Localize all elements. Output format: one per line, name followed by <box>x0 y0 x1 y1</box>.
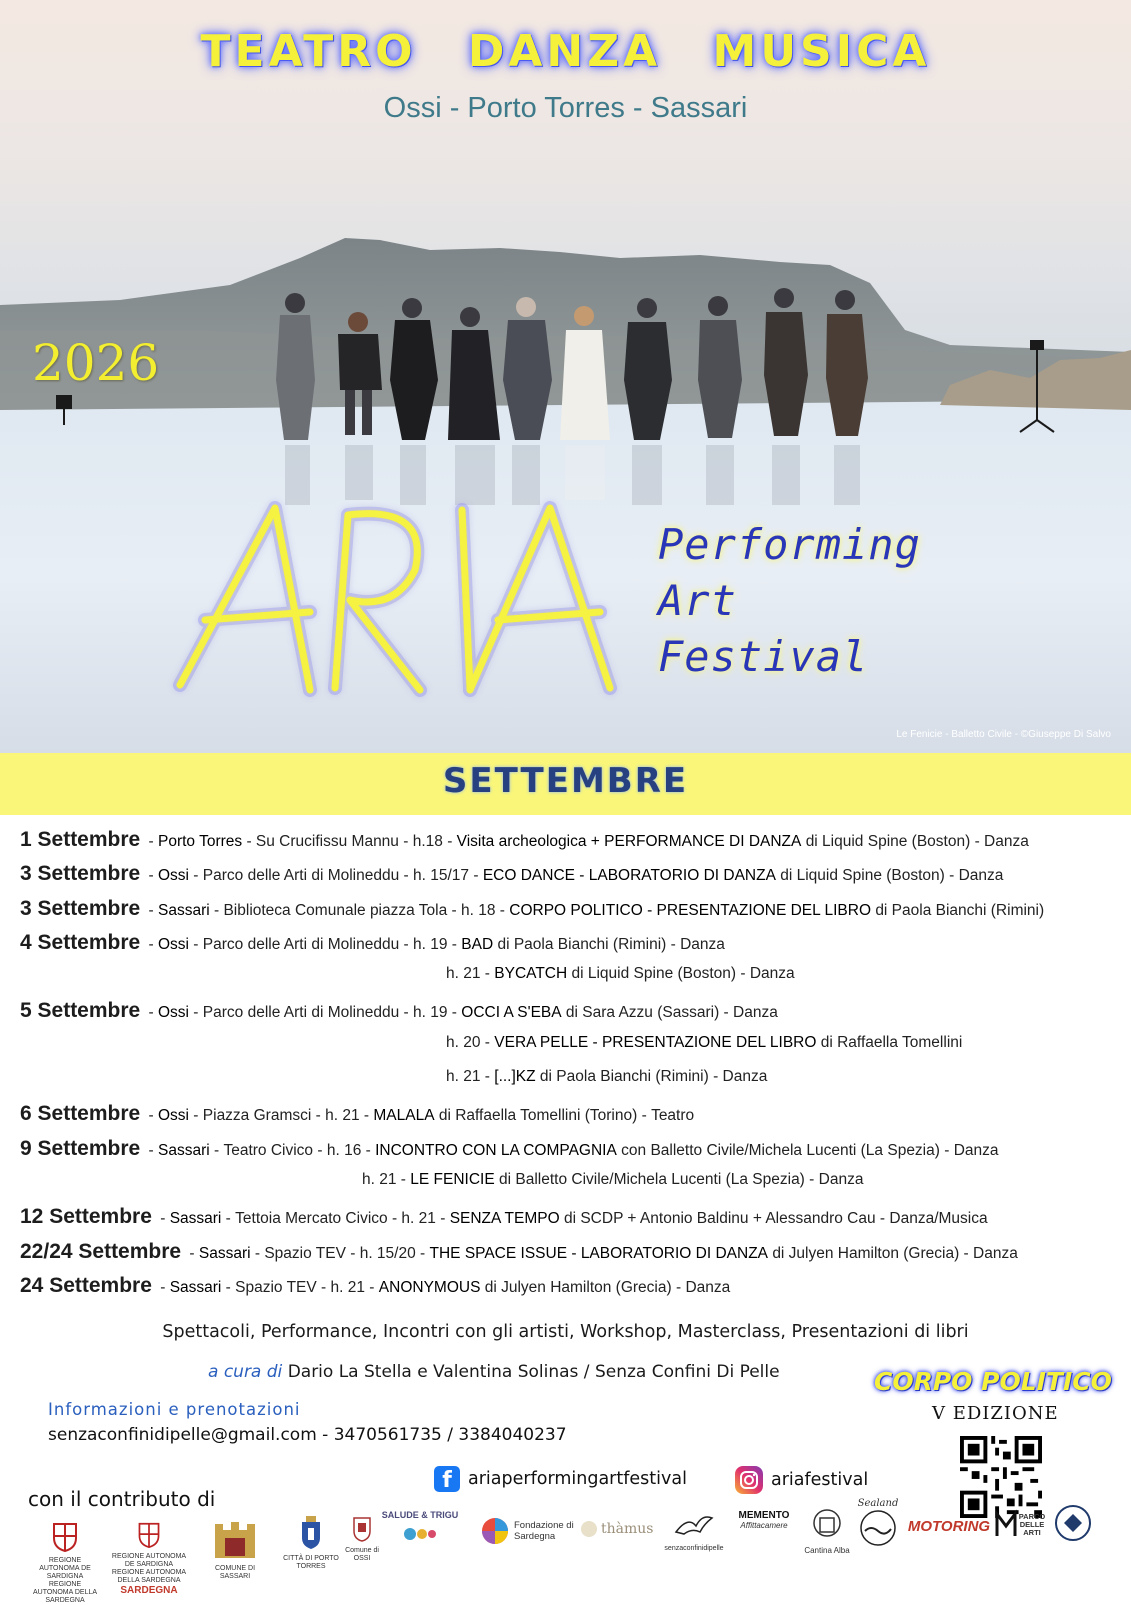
facebook-handle: ariaperformingartfestival <box>468 1469 687 1489</box>
tagline: Spettacoli, Performance, Incontri con gli artisti, Workshop, Masterclass, Presentazioni di libri <box>162 1322 969 1342</box>
event-place: Spazio TEV <box>264 1244 346 1262</box>
event-title: BAD <box>461 935 494 953</box>
event-row <box>20 965 1120 999</box>
event-row <box>20 1205 1120 1239</box>
event-time: h. 21 <box>446 965 481 983</box>
event-genre: Danza <box>973 1244 1018 1262</box>
event-genre: Danza/Musica <box>889 1210 988 1228</box>
event-place: Piazza Gramsci <box>202 1107 312 1125</box>
separator: - <box>666 935 681 953</box>
bird-icon <box>674 1512 714 1540</box>
event-title: BYCATCH <box>494 965 568 983</box>
separator: - <box>144 1004 158 1022</box>
event-date: 12 Settembre <box>20 1205 152 1229</box>
separator: - <box>719 1004 734 1022</box>
separator: - <box>359 1107 374 1125</box>
instagram-handle: ariafestival <box>771 1470 869 1490</box>
event-city: Sassari <box>158 1141 210 1159</box>
event-place: Parco delle Arti di Molineddu <box>202 935 400 953</box>
event-title: OCCI A S'EBA <box>461 1004 562 1022</box>
sardinia-coat-of-arms-icon <box>137 1522 161 1548</box>
separator: - <box>875 1210 890 1228</box>
thamus-circle-icon <box>580 1520 598 1538</box>
event-artist: di Julyen Hamilton (Grecia) <box>772 1244 960 1262</box>
separator: - <box>736 965 750 983</box>
separator: - <box>480 1033 495 1051</box>
month-band <box>0 753 1131 815</box>
ossi-crest-icon <box>353 1516 371 1542</box>
facebook-icon: f <box>434 1466 460 1492</box>
separator: - <box>708 1068 723 1086</box>
event-date: 4 Settembre <box>20 930 141 954</box>
event-row <box>20 999 1120 1033</box>
event-city: Ossi <box>158 1004 189 1022</box>
event-artist: di Balletto Civile/Michela Lucenti (La Spezia) <box>499 1170 805 1188</box>
event-city: Ossi <box>158 867 189 885</box>
event-genre: Danza <box>818 1170 864 1188</box>
separator: - <box>387 1210 402 1228</box>
event-date: 9 Settembre <box>20 1136 141 1160</box>
event-artist: con Balletto Civile/Michela Lucenti (La Spezia) <box>621 1141 940 1159</box>
sponsor-thamus: thàmus <box>580 1520 652 1538</box>
separator: - <box>939 1141 954 1159</box>
cantina-arch-icon <box>812 1508 842 1542</box>
event-artist: di Paola Bianchi (Rimini) <box>875 901 1045 919</box>
event-genre: Danza <box>958 867 1004 885</box>
dancer-reflections <box>285 445 860 505</box>
separator: - <box>144 901 158 919</box>
event-genre: Danza <box>749 965 795 983</box>
month-title: SETTEMBRE <box>442 761 689 801</box>
event-row <box>20 1240 1120 1274</box>
separator: - <box>155 1210 170 1228</box>
separator: - <box>637 1107 652 1125</box>
separator: - <box>415 1244 430 1262</box>
separator: - <box>155 1278 170 1296</box>
event-row <box>20 1034 1120 1068</box>
separator: - <box>313 1141 327 1159</box>
festival-label: Festival <box>658 632 869 681</box>
event-title: ANONYMOUS <box>378 1278 481 1296</box>
event-place: Tettoia Mercato Civico <box>235 1210 388 1228</box>
separator: - <box>144 833 158 850</box>
separator: - <box>399 867 414 885</box>
navy-circle-logo-icon <box>1054 1504 1092 1542</box>
separator: - <box>399 935 414 953</box>
separator: - <box>144 867 158 885</box>
festival-year: 2026 <box>32 334 160 392</box>
event-artist: di SCDP + Antonio Baldinu + Alessandro Cau <box>563 1210 876 1228</box>
event-place: Su Crucifissu Mannu <box>255 833 399 850</box>
event-time: h. 15/17 <box>413 867 470 885</box>
separator: - <box>447 935 462 953</box>
sponsor-circle-logo <box>1052 1504 1094 1547</box>
event-city: Sassari <box>169 1210 222 1228</box>
separator: - <box>361 1141 376 1159</box>
sponsor-fondazione-sardegna: Fondazione di Sardegna <box>480 1516 590 1546</box>
event-artist: di Liquid Spine (Boston) <box>571 965 737 983</box>
separator: - <box>447 1004 462 1022</box>
separator: - <box>365 1278 379 1296</box>
instagram-icon <box>735 1466 763 1494</box>
event-row <box>20 1171 1120 1205</box>
event-genre: Danza <box>722 1068 768 1086</box>
event-row <box>20 897 1120 931</box>
event-place: Teatro Civico <box>223 1141 314 1159</box>
event-row <box>20 1068 1120 1102</box>
separator: - <box>345 1244 360 1262</box>
sponsor-sealand: Sealand <box>856 1498 900 1552</box>
info-contact[interactable]: senzaconfinidipelle@gmail.com - 3470561735 / 3384040237 <box>48 1425 567 1445</box>
edition-label: V EDIZIONE <box>932 1403 1059 1424</box>
separator: - <box>495 901 510 919</box>
event-row <box>20 1102 1120 1136</box>
sponsor-porto-torres: CITTÀ DI PORTO TORRES <box>282 1516 340 1571</box>
event-artist: di Paola Bianchi (Rimini) <box>539 1068 709 1086</box>
event-place: Biblioteca Comunale piazza Tola <box>223 901 448 919</box>
separator: - <box>442 833 457 850</box>
photo-credit: Le Fenicie - Balletto Civile - ©Giuseppe Di Salvo <box>896 729 1111 740</box>
separator: - <box>970 833 985 850</box>
event-time: h. 19 <box>413 935 448 953</box>
separator: - <box>189 1004 203 1022</box>
event-row <box>20 862 1120 896</box>
event-title: VERA PELLE - PRESENTAZIONE DEL LIBRO <box>494 1033 817 1051</box>
separator: - <box>209 1141 224 1159</box>
sealand-wave-icon <box>859 1509 897 1547</box>
event-title: LE FENICIE <box>410 1170 495 1188</box>
sponsor-salude-trigu: SALUDE & TRIGU <box>380 1510 460 1553</box>
separator: - <box>250 1244 265 1262</box>
event-artist: di Raffaella Tomellini <box>820 1033 963 1051</box>
event-genre: Danza <box>680 935 725 953</box>
event-row <box>20 931 1120 965</box>
event-row <box>20 828 1120 862</box>
event-title: Visita archeologica + PERFORMANCE DI DANZA <box>456 833 802 850</box>
sponsor-memento: MEMENTO Affittacamere <box>738 1510 790 1530</box>
dancer-1 <box>276 293 315 440</box>
event-title: MALALA <box>373 1107 435 1125</box>
aria-logo <box>170 500 640 710</box>
sardegna-wordmark: SARDEGNA <box>120 1585 178 1596</box>
event-place: Spazio TEV <box>235 1278 317 1296</box>
event-city: Ossi <box>158 1107 189 1125</box>
event-genre: Teatro <box>651 1107 695 1125</box>
event-schedule <box>20 828 1120 1308</box>
event-artist: di Liquid Spine (Boston) <box>780 867 945 885</box>
performing-label: Performing <box>658 520 921 569</box>
event-time: h. 21 <box>401 1210 436 1228</box>
event-time: h.18 <box>412 833 443 850</box>
event-time: h. 18 <box>461 901 496 919</box>
event-title: THE SPACE ISSUE - LABORATORIO DI DANZA <box>429 1244 768 1262</box>
event-city: Sassari <box>158 901 210 919</box>
event-time: h. 20 <box>446 1033 481 1051</box>
event-date: 24 Settembre <box>20 1273 152 1297</box>
event-artist: di Raffaella Tomellini (Torino) <box>438 1107 638 1125</box>
event-artist: di Julyen Hamilton (Grecia) <box>484 1278 672 1296</box>
qr-code[interactable] <box>960 1436 1042 1518</box>
separator: - <box>435 1210 450 1228</box>
event-time: h. 15/20 <box>359 1244 416 1262</box>
separator: - <box>144 935 158 953</box>
sponsor-cantina-alba: Cantina Alba <box>802 1508 852 1555</box>
event-time: h. 21 <box>446 1068 481 1086</box>
event-date: 3 Settembre <box>20 896 141 920</box>
event-city: Porto Torres <box>158 833 243 850</box>
event-place: Parco delle Arti di Molineddu <box>202 867 400 885</box>
separator: - <box>804 1170 819 1188</box>
separator: - <box>221 1278 236 1296</box>
separator: - <box>399 1004 414 1022</box>
sponsor-motoring: MOTORING <box>907 1518 991 1535</box>
event-city: Sassari <box>198 1244 251 1262</box>
event-title: SENZA TEMPO <box>449 1210 560 1228</box>
separator: - <box>671 1278 686 1296</box>
event-genre: Danza <box>984 833 1029 850</box>
event-time: h. 21 <box>330 1278 365 1296</box>
flower-icon <box>400 1520 440 1548</box>
event-title: ECO DANCE - LABORATORIO DI DANZA <box>482 867 776 885</box>
event-time: h. 21 <box>325 1107 360 1125</box>
sponsor-senza-confini: senzaconfinidipelle <box>654 1512 734 1553</box>
event-genre: Danza <box>953 1141 999 1159</box>
event-genre: Danza <box>733 1004 778 1022</box>
event-date: 1 Settembre <box>20 828 141 851</box>
instagram-link[interactable] <box>735 1466 868 1494</box>
corpo-politico-logo: CORPO POLITICO <box>874 1367 1112 1396</box>
event-genre: Danza <box>685 1278 731 1296</box>
event-place: Parco delle Arti di Molineddu <box>202 1004 400 1022</box>
facebook-link[interactable] <box>434 1466 687 1492</box>
sponsor-parco-arti: PARCO DELLE ARTI <box>996 1512 1046 1538</box>
event-title: [...]KZ <box>494 1068 536 1086</box>
hero-photo <box>0 0 1131 753</box>
separator: - <box>480 965 495 983</box>
sponsor-comune-sassari: COMUNE DI SASSARI <box>200 1520 270 1581</box>
contribution-label: con il contributo di <box>28 1487 216 1511</box>
separator: - <box>398 833 413 850</box>
info-title: Informazioni e prenotazioni <box>48 1400 301 1419</box>
event-city: Ossi <box>158 935 189 953</box>
event-city: Sassari <box>169 1278 222 1296</box>
curators: Dario La Stella e Valentina Solinas / Senza Confini Di Pelle <box>287 1362 780 1382</box>
locations-subtitle: Ossi - Porto Torres - Sassari <box>383 92 748 124</box>
event-date: 3 Settembre <box>20 862 141 886</box>
porto-torres-crest-icon <box>300 1516 322 1550</box>
event-date: 6 Settembre <box>20 1102 141 1126</box>
art-label: Art <box>658 576 737 625</box>
separator: - <box>944 867 959 885</box>
event-artist: di Liquid Spine (Boston) <box>805 833 971 850</box>
event-time: h. 16 <box>326 1141 362 1159</box>
disciplines-title: TEATRO DANZA MUSICA <box>200 26 931 77</box>
separator: - <box>469 867 483 885</box>
fondazione-wheel-icon <box>480 1516 510 1546</box>
separator: - <box>209 901 224 919</box>
event-artist: di Sara Azzu (Sassari) <box>565 1004 720 1022</box>
separator: - <box>144 1141 158 1159</box>
separator: - <box>959 1244 974 1262</box>
separator: - <box>311 1107 326 1125</box>
castle-crest-icon <box>209 1520 261 1560</box>
separator: - <box>242 833 256 850</box>
event-time: h. 21 <box>362 1170 397 1188</box>
event-date: 22/24 Settembre <box>20 1239 182 1263</box>
event-artist: di Paola Bianchi (Rimini) <box>497 935 667 953</box>
sponsor-ras-1: REGIONE AUTONOMA DE SARDIGNA REGIONE AUTONOMA DELLA SARDEGNA <box>30 1522 100 1605</box>
event-time: h. 19 <box>413 1004 448 1022</box>
separator: - <box>316 1278 331 1296</box>
separator: - <box>480 1068 495 1086</box>
sponsor-ras-2: REGIONE AUTONOMA DE SARDIGNA REGIONE AUTONOMA DELLA SARDEGNA SARDEGNA <box>108 1522 190 1596</box>
sponsor-ossi: Comune di OSSI <box>342 1516 382 1563</box>
separator: - <box>185 1244 199 1262</box>
curated-by <box>208 1362 780 1382</box>
separator: - <box>396 1170 411 1188</box>
separator: - <box>221 1210 236 1228</box>
event-date: 5 Settembre <box>20 999 141 1023</box>
separator: - <box>189 935 203 953</box>
separator: - <box>189 1107 203 1125</box>
event-row <box>20 1274 1120 1308</box>
separator: - <box>189 867 203 885</box>
event-title: CORPO POLITICO - PRESENTAZIONE DEL LIBRO <box>509 901 871 919</box>
sardinia-coat-of-arms-icon <box>52 1522 78 1552</box>
separator: - <box>144 1107 158 1125</box>
event-title: INCONTRO CON LA COMPAGNIA <box>375 1141 617 1159</box>
curated-label: a cura di <box>208 1362 283 1382</box>
separator: - <box>447 901 461 919</box>
event-row <box>20 1137 1120 1171</box>
parco-m-icon <box>996 1512 1016 1538</box>
